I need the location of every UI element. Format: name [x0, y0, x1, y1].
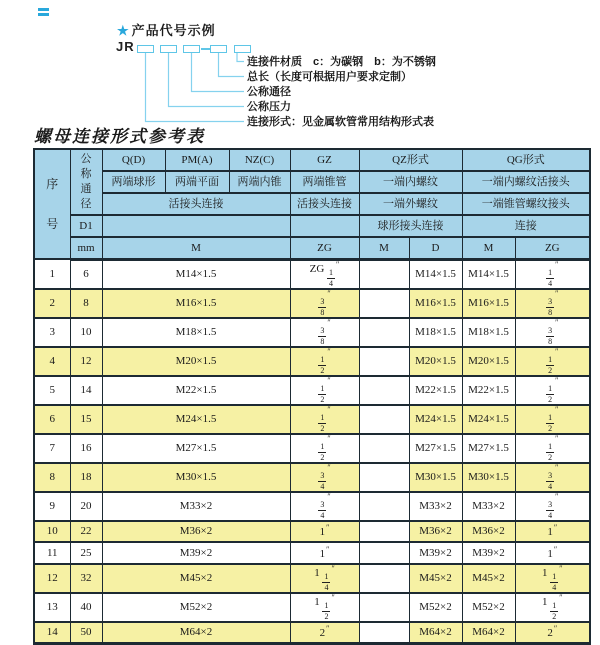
table-row [34, 564, 590, 593]
cell-dn: 12 [70, 347, 102, 376]
header-unit-mm: mm [70, 237, 102, 259]
table-row [34, 622, 590, 644]
header-qg-type2: 一端锥管螺纹接头 [462, 193, 590, 215]
cell-seq: 10 [34, 521, 70, 543]
cell-gz: 2″ [290, 622, 359, 644]
cell-seq: 14 [34, 622, 70, 644]
header-union-conn: 活接头连接 [102, 193, 290, 215]
table-row [34, 593, 590, 622]
cell-seq: 6 [34, 405, 70, 434]
cell-gz: $\frac{3}{8}$ ″ [290, 289, 359, 318]
header-qz-type2: 一端外螺纹 [359, 193, 462, 215]
cell-qg-m: M16×1.5 [462, 289, 515, 318]
cell-m: M52×2 [102, 593, 290, 622]
cell-m: M30×1.5 [102, 463, 290, 492]
cell-qz-d: M22×1.5 [409, 376, 462, 405]
label-nominal-diameter: 公称通径 [247, 85, 291, 98]
cell-qg-zg: 1 $\frac{1}{4}$ ″ [515, 564, 590, 593]
cell-qz-m [359, 463, 409, 492]
cell-seq: 4 [34, 347, 70, 376]
cell-qz-d: M52×2 [409, 593, 462, 622]
header-qg-zg: ZG [515, 237, 590, 259]
cell-qg-zg: $\frac{1}{2}$ ″ [515, 405, 590, 434]
table-row [34, 259, 590, 289]
cell-qz-d: M36×2 [409, 521, 462, 543]
cell-seq: 5 [34, 376, 70, 405]
cell-qg-m: M20×1.5 [462, 347, 515, 376]
cell-dn: 20 [70, 492, 102, 521]
cell-qz-m [359, 259, 409, 289]
cell-m: M22×1.5 [102, 376, 290, 405]
cell-dn: 15 [70, 405, 102, 434]
cell-qg-m: M64×2 [462, 622, 515, 644]
code-box-3 [183, 45, 200, 53]
cell-gz: 1 $\frac{1}{4}$ ″ [290, 564, 359, 593]
cell-qg-zg: 1″ [515, 542, 590, 564]
cell-qg-zg: $\frac{3}{8}$ ″ [515, 289, 590, 318]
cell-qg-zg: $\frac{1}{2}$ ″ [515, 347, 590, 376]
header-gz: GZ [290, 149, 359, 171]
star-icon: ★ [117, 23, 130, 38]
cell-dn: 22 [70, 521, 102, 543]
cell-qz-m [359, 521, 409, 543]
cell-qg-zg: $\frac{3}{4}$ ″ [515, 463, 590, 492]
cell-qz-m [359, 347, 409, 376]
table-row [34, 405, 590, 434]
cell-qg-m: M24×1.5 [462, 405, 515, 434]
table-row [34, 289, 590, 318]
cell-qz-d: M20×1.5 [409, 347, 462, 376]
cell-m: M24×1.5 [102, 405, 290, 434]
code-box-1 [137, 45, 154, 53]
header-unit-m: M [102, 237, 290, 259]
cell-qg-m: M22×1.5 [462, 376, 515, 405]
header-pm: PM(A) [165, 149, 229, 171]
cell-qg-m: M30×1.5 [462, 463, 515, 492]
cell-qg-zg: $\frac{1}{2}$ ″ [515, 376, 590, 405]
table-row [34, 434, 590, 463]
cell-qg-m: M27×1.5 [462, 434, 515, 463]
cell-m: M16×1.5 [102, 289, 290, 318]
cell-dn: 8 [70, 289, 102, 318]
cell-qz-m [359, 434, 409, 463]
table-title: 螺母连接形式参考表 [34, 127, 205, 146]
cell-qg-zg: $\frac{1}{4}$ ″ [515, 259, 590, 289]
cell-qg-zg: 1 $\frac{1}{2}$ ″ [515, 593, 590, 622]
header-qg-conn: 连接 [462, 215, 590, 237]
cell-qz-m [359, 593, 409, 622]
cell-qg-zg: $\frac{3}{8}$ ″ [515, 318, 590, 347]
diagram-title: ★ 产品代号示例 [117, 23, 216, 38]
cell-qg-zg: $\frac{1}{2}$ ″ [515, 434, 590, 463]
header-nz: NZ(C) [229, 149, 290, 171]
table-header [34, 149, 590, 259]
header-qg: QG形式 [462, 149, 590, 171]
cell-qg-m: M36×2 [462, 521, 515, 543]
header-qg-type: 一端内螺纹活接头 [462, 171, 590, 193]
cell-qg-m: M33×2 [462, 492, 515, 521]
cell-m: M27×1.5 [102, 434, 290, 463]
cell-qg-m: M14×1.5 [462, 259, 515, 289]
cell-qz-m [359, 622, 409, 644]
cell-qz-d: M64×2 [409, 622, 462, 644]
table-row [34, 463, 590, 492]
header-pm-type: 两端平面 [165, 171, 229, 193]
cell-m: M64×2 [102, 622, 290, 644]
cell-qz-d: M45×2 [409, 564, 462, 593]
header-gz-type: 两端锥管 [290, 171, 359, 193]
cell-gz: $\frac{1}{2}$ ″ [290, 434, 359, 463]
cell-qz-d: M18×1.5 [409, 318, 462, 347]
header-qz: QZ形式 [359, 149, 462, 171]
table-row [34, 521, 590, 543]
cell-qz-m [359, 376, 409, 405]
header-gz-conn: 活接头连接 [290, 193, 359, 215]
cell-dn: 10 [70, 318, 102, 347]
cell-qz-d: M16×1.5 [409, 289, 462, 318]
cell-qz-d: M14×1.5 [409, 259, 462, 289]
header-qz-conn: 球形接头连接 [359, 215, 462, 237]
code-box-2 [160, 45, 177, 53]
cell-m: M39×2 [102, 542, 290, 564]
cell-dn: 50 [70, 622, 102, 644]
cell-qz-m [359, 564, 409, 593]
cell-seq: 13 [34, 593, 70, 622]
label-total-length: 总长（长度可根据用户要求定制） [247, 70, 412, 83]
cell-dn: 18 [70, 463, 102, 492]
cell-qg-m: M39×2 [462, 542, 515, 564]
header-empty-left [102, 215, 290, 237]
header-qg-m: M [462, 237, 515, 259]
cell-dn: 25 [70, 542, 102, 564]
cell-gz: ZG $\frac{1}{4}$ ″ [290, 259, 359, 289]
cell-qz-m [359, 405, 409, 434]
cell-qg-zg: $\frac{3}{4}$ ″ [515, 492, 590, 521]
cell-gz: $\frac{1}{2}$ ″ [290, 376, 359, 405]
table-row [34, 376, 590, 405]
code-prefix: JR [116, 39, 135, 54]
cell-qg-zg: 1″ [515, 521, 590, 543]
header-unit-zg: ZG [290, 237, 359, 259]
label-material: 连接件材质 c：为碳钢 b：为不锈钢 [247, 55, 436, 68]
cell-dn: 32 [70, 564, 102, 593]
label-connection-type: 连接形式：见金属软管常用结构形式表 [247, 115, 434, 128]
cell-seq: 1 [34, 259, 70, 289]
cell-qz-m [359, 492, 409, 521]
cell-qz-d: M33×2 [409, 492, 462, 521]
table-row [34, 318, 590, 347]
cell-dn: 14 [70, 376, 102, 405]
cell-m: M33×2 [102, 492, 290, 521]
cell-qg-zg: 2″ [515, 622, 590, 644]
label-nominal-pressure: 公称压力 [247, 100, 291, 113]
cell-qg-m: M45×2 [462, 564, 515, 593]
nut-connection-reference-table [33, 148, 591, 645]
cell-qg-m: M18×1.5 [462, 318, 515, 347]
cell-seq: 9 [34, 492, 70, 521]
header-qz-m: M [359, 237, 409, 259]
cell-gz: $\frac{3}{4}$ ″ [290, 463, 359, 492]
cell-m: M45×2 [102, 564, 290, 593]
cell-qz-d: M39×2 [409, 542, 462, 564]
cell-m: M18×1.5 [102, 318, 290, 347]
code-dash [201, 48, 210, 50]
cell-gz: $\frac{3}{8}$ ″ [290, 318, 359, 347]
cell-gz: 1″ [290, 542, 359, 564]
header-dn: 公称通径 [70, 149, 102, 215]
header-nz-type: 两端内锥 [229, 171, 290, 193]
cell-m: M14×1.5 [102, 259, 290, 289]
header-qz-d: D [409, 237, 462, 259]
header-empty-gz [290, 215, 359, 237]
code-box-4 [210, 45, 227, 53]
table-body [34, 259, 590, 643]
header-q: Q(D) [102, 149, 165, 171]
cell-qz-d: M27×1.5 [409, 434, 462, 463]
header-q-type: 两端球形 [102, 171, 165, 193]
cell-gz: $\frac{1}{2}$ ″ [290, 405, 359, 434]
cell-gz: $\frac{3}{4}$ ″ [290, 492, 359, 521]
header-seq: 序号 [34, 149, 70, 259]
header-qz-type: 一端内螺纹 [359, 171, 462, 193]
cell-seq: 11 [34, 542, 70, 564]
table-row [34, 542, 590, 564]
code-box-5 [234, 45, 251, 53]
cell-qz-m [359, 318, 409, 347]
cell-qz-d: M24×1.5 [409, 405, 462, 434]
cell-gz: 1″ [290, 521, 359, 543]
header-d1: D1 [70, 215, 102, 237]
cell-seq: 12 [34, 564, 70, 593]
cell-qz-m [359, 542, 409, 564]
cell-gz: 1 $\frac{1}{2}$ ″ [290, 593, 359, 622]
cell-dn: 6 [70, 259, 102, 289]
table-row [34, 492, 590, 521]
cell-gz: $\frac{1}{2}$ ″ [290, 347, 359, 376]
cell-dn: 16 [70, 434, 102, 463]
cell-seq: 7 [34, 434, 70, 463]
cell-dn: 40 [70, 593, 102, 622]
cell-qg-m: M52×2 [462, 593, 515, 622]
cell-m: M20×1.5 [102, 347, 290, 376]
cell-qz-m [359, 289, 409, 318]
cell-seq: 2 [34, 289, 70, 318]
cell-qz-d: M30×1.5 [409, 463, 462, 492]
cell-m: M36×2 [102, 521, 290, 543]
cell-seq: 3 [34, 318, 70, 347]
table-row [34, 347, 590, 376]
cell-seq: 8 [34, 463, 70, 492]
